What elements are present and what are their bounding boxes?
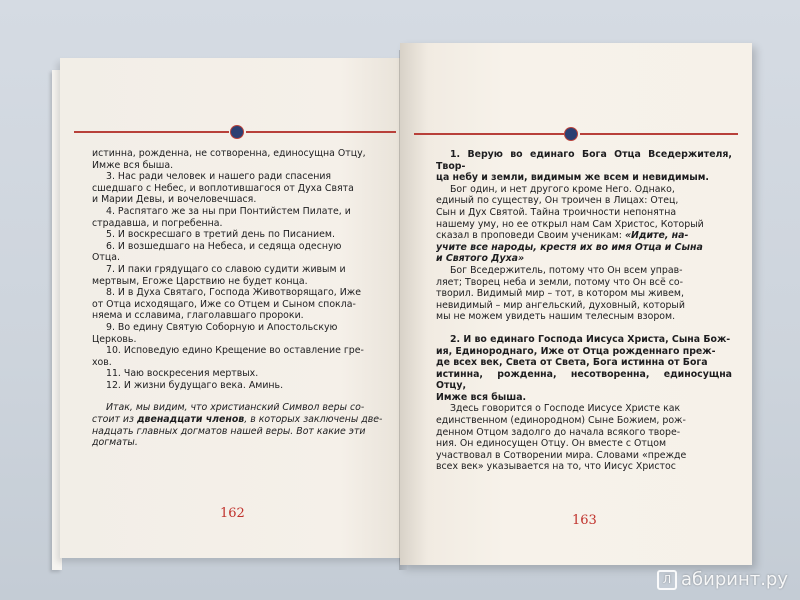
body-line: ния. Он единосущен Отцу. Он вместе с Отцом: [436, 438, 667, 450]
labirint-watermark: [657, 569, 788, 590]
body-line: Бог один, и нет другого кроме Него. Однако,: [450, 183, 675, 195]
creed-line: 3. Нас ради человек и нашего ради спасения: [106, 171, 332, 183]
gospel-quote: и Святого Духа»: [436, 253, 525, 265]
creed-line: 10. Исповедую едино Крещение во оставление гре-: [106, 345, 364, 357]
creed-line: истинна, рожденна, не сотворенна, единосущна Отцу,: [92, 148, 366, 159]
left-medallion-icon: [230, 125, 244, 139]
body-line: нашему уму, но ее открыл нам Сам Христос, Который: [436, 218, 704, 230]
commentary-line: догматы.: [92, 437, 138, 449]
right-ornament-line: [414, 133, 564, 135]
creed-line: и Марии Девы, и вочеловечшася.: [92, 194, 257, 206]
body-line: сказал в проповеди Своим ученикам: «Идите, на-: [436, 230, 689, 242]
commentary-line: Итак, мы видим, что христианский Символ веры со-: [106, 402, 365, 414]
article-title: ия, Единороднаго, Иже от Отца рожденнаго преж-: [436, 345, 716, 357]
creed-line: Имже вся быша.: [92, 159, 174, 171]
left-ornament-line-right: [246, 131, 396, 133]
body-line: Здесь говорится о Господе Иисусе Христе как: [450, 403, 681, 415]
page-number-right: 163: [572, 513, 597, 528]
body-line: невидимый – мир ангельский, духовный, который: [436, 299, 685, 311]
commentary-line: стоит из двенадцати членов, в которых заключены две-: [92, 414, 383, 426]
creed-line: 8. И в Духа Святаго, Господа Животворящаго, Иже: [106, 287, 361, 299]
left-ornament-line: [74, 131, 229, 133]
article-title: 1. Верую во единаго Бога Отца Вседержителя, Твор-: [436, 149, 732, 172]
body-line: творил. Видимый мир – тот, в котором мы живем,: [436, 288, 684, 300]
creed-line: 6. И возшедшаго на Небеса, и седяща одесную: [106, 240, 342, 252]
article-title: ца небу и земли, видимым же всем и невидимым.: [436, 172, 709, 184]
body-line: денном Отцом задолго до начала всякого творе-: [436, 426, 681, 438]
article-title: де всех век, Света от Света, Бога истинна от Бога: [436, 357, 708, 369]
body-line: Сын и Дух Святой. Тайна троичности непонятна: [436, 206, 677, 218]
right-medallion-icon: [564, 127, 578, 141]
right-ornament-line-right: [580, 133, 738, 135]
creed-line: няема и сславима, глаголавшаго пророки.: [92, 310, 304, 322]
creed-line: 5. И воскресшаго в третий день по Писанием.: [106, 229, 335, 241]
body-line: всех век» указывается на то, что Иисус Христос: [436, 461, 676, 473]
creed-line: мертвым, Егоже Царствию не будет конца.: [92, 275, 308, 287]
body-line: единственном (единородном) Сыне Божием, рож-: [436, 415, 686, 427]
gospel-quote: учите все народы, крестя их во имя Отца и Сына: [436, 241, 703, 253]
article-title: истинна, рожденна, несотворенна, единосущна Отцу,: [436, 368, 732, 392]
commentary-emphasis: двенадцати членов: [136, 414, 245, 426]
page-number-left: 162: [220, 506, 245, 521]
right-page: [400, 43, 752, 565]
commentary-line: надцать главных догматов нашей веры. Вот какие эти: [92, 425, 366, 437]
body-line: единый по существу, Он троичен в Лицах: Отец,: [436, 195, 679, 207]
body-line: участвовал в Сотворении мира. Словами «прежде: [436, 449, 687, 461]
watermark-text: абиринт.ру: [680, 569, 788, 590]
creed-line: от Отца исходящаго, Иже со Отцем и Сыном спокла-: [92, 298, 356, 310]
creed-line: 9. Во едину Святую Соборную и Апостольскую: [106, 321, 338, 333]
left-page: [60, 58, 410, 558]
creed-line: Отца.: [92, 252, 120, 264]
article-title: 2. И во единаго Господа Иисуса Христа, Сына Бож-: [450, 333, 731, 345]
gospel-quote: «Идите, на-: [624, 230, 689, 242]
creed-line: 12. И жизни будущаго века. Аминь.: [106, 379, 284, 391]
creed-line: хов.: [92, 356, 112, 368]
creed-line: 7. И паки грядущаго со славою судити живым и: [106, 263, 346, 275]
body-line: мы не можем увидеть нашим телесным взором.: [436, 311, 676, 323]
body-line: ляет; Творец неба и земли, потому что Он всё со-: [436, 276, 683, 288]
creed-line: 4. Распятаго же за ны при Понтийстем Пилате, и: [106, 205, 351, 217]
creed-line: сшедшаго с Небес, и воплотившагося от Духа Свята: [92, 182, 354, 194]
article-title: Имже вся быша.: [436, 391, 527, 403]
left-creed-text: [92, 148, 392, 449]
creed-line: страдавша, и погребенна.: [92, 217, 223, 229]
creed-line: 11. Чаю воскресения мертвых.: [106, 368, 259, 380]
right-commentary-text: [436, 149, 732, 473]
body-line: Бог Вседержитель, потому что Он всем управ-: [450, 264, 683, 276]
labirint-logo-icon: Л: [657, 570, 677, 590]
creed-line: Церковь.: [92, 333, 137, 345]
